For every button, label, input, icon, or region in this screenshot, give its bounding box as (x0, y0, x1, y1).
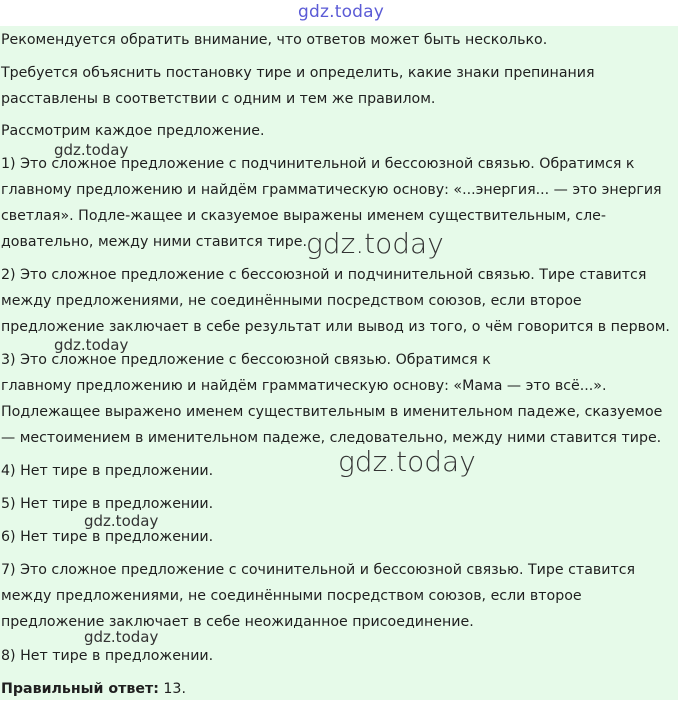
top-bar (0, 0, 680, 26)
sentence-2-line-1: 2) Это сложное предложение с бессоюзной и подчинительной связью. Тире ставится (1, 267, 647, 283)
task-line-1: Требуется объяснить постановку тире и определить, какие знаки препинания (1, 65, 595, 81)
sentence-8: 8) Нет тире в предложении. (1, 648, 214, 664)
sentence-3-line-2: главному предложению и найдём грамматическую основу: «Мама — это всё...». (1, 378, 607, 394)
watermark-small: gdz.today (54, 141, 129, 159)
sentence-2-line-3: предложение заключает в себе результат или вывод из того, о чём говорится в первом. (1, 319, 670, 335)
sentence-3-line-3: Подлежащее выражено именем существительным в именительном падеже, сказуемое (1, 404, 663, 420)
watermark-big: gdz.today (306, 227, 444, 260)
answer-label: Правильный ответ: (1, 681, 159, 697)
intro-note: Рекомендуется обратить внимание, что ответов может быть несколько. (1, 32, 548, 48)
watermark-big: gdz.today (338, 445, 476, 478)
sentence-5: 5) Нет тире в предложении. (1, 496, 214, 512)
sentence-7-line-2: между предложениями, не соединёнными посредством союзов, если второе (1, 588, 582, 604)
watermark-small: gdz.today (84, 512, 159, 530)
sentence-2-line-2: между предложениями, не соединёнными посредством союзов, если второе (1, 293, 582, 309)
answer-value: 13. (158, 681, 186, 697)
sentence-3-line-1: 3) Это сложное предложение с бессоюзной связью. Обратимся к (1, 352, 491, 368)
watermark-small: gdz.today (54, 336, 129, 354)
sentence-1-line-4: довательно, между ними ставится тире. (1, 234, 307, 250)
sentence-1-line-2: главному предложению и найдём грамматическую основу: «...энергия... — это энергия (1, 182, 662, 198)
sentence-6: 6) Нет тире в предложении. (1, 529, 214, 545)
sentence-3-line-4: — местоимением в именительном падеже, следовательно, между ними ставится тире. (1, 430, 662, 446)
sentence-7-line-1: 7) Это сложное предложение с сочинительной и бессоюзной связью. Тире ставится (1, 562, 636, 578)
site-logo[interactable]: gdz.today (298, 2, 385, 22)
sentence-1-line-1: 1) Это сложное предложение с подчинительной и бессоюзной связью. Обратимся к (1, 156, 635, 172)
watermark-small: gdz.today (84, 628, 159, 646)
task-line-2: расставлены в соответствии с одним и тем же правилом. (1, 91, 436, 107)
sentence-7-line-3: предложение заключает в себе неожиданное присоединение. (1, 614, 474, 630)
sentence-4: 4) Нет тире в предложении. (1, 463, 214, 479)
answer-line (1, 676, 677, 702)
sentence-1-line-3: светлая». Подле-жащее и сказуемое выражены именем существительным, сле- (1, 208, 607, 224)
consider-line: Рассмотрим каждое предложение. (1, 123, 265, 139)
